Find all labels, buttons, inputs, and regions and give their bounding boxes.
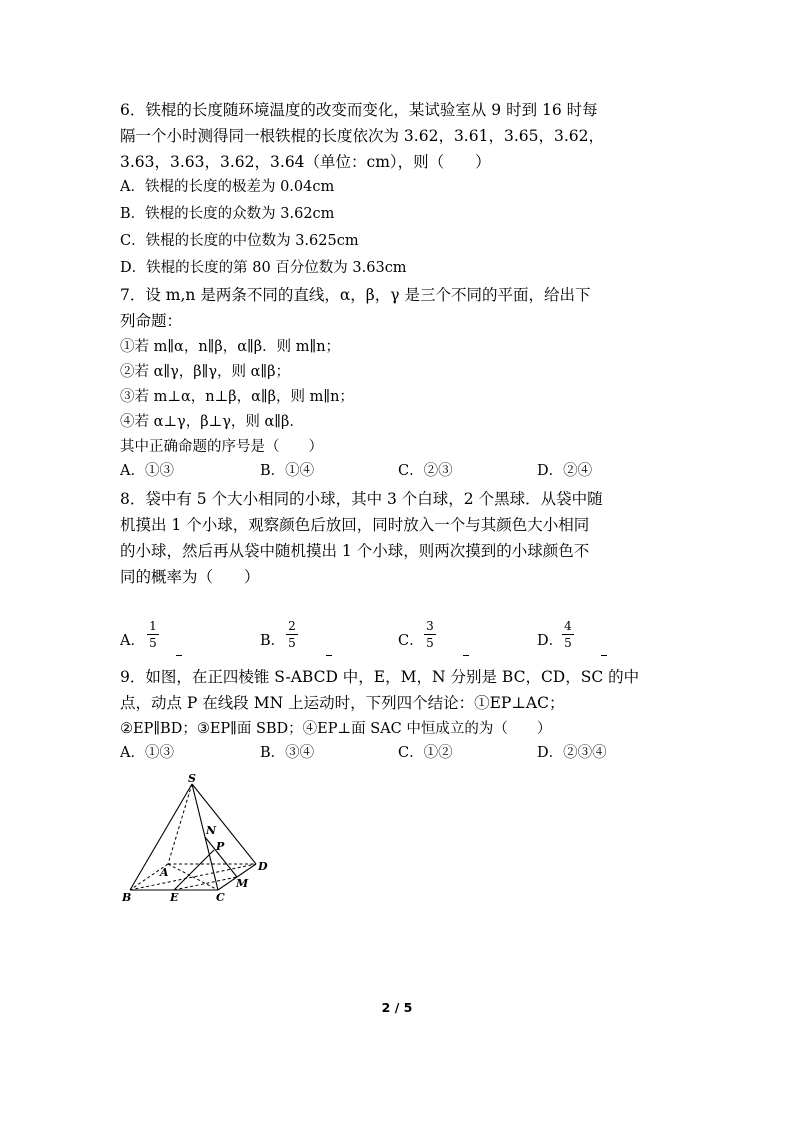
q8-option-a-letter: A． <box>120 633 145 649</box>
label-b: B <box>122 891 132 904</box>
label-n: N <box>206 824 217 837</box>
q8-option-a-fraction <box>147 619 159 650</box>
q8-option-d-denominator: 5 <box>564 636 572 650</box>
q7-option-a: A．①③ <box>120 463 174 479</box>
q8-option-d-letter: D． <box>537 633 564 649</box>
edge-sa <box>168 784 192 864</box>
q7-line-2: 列命题： <box>120 312 183 330</box>
q6-option-d: D．铁棍的长度的第 80 百分位数为 3.63cm <box>120 260 407 276</box>
q6-line-2: 隔一个小时测得同一根铁棍的长度依次为 3.62，3.61，3.65，3.62， <box>120 127 604 145</box>
q7-proposition-3: ③若 m⊥α，n⊥β，α∥β，则 m∥n； <box>120 389 354 405</box>
stray-mark <box>176 655 182 656</box>
q7-proposition-4: ④若 α⊥γ，β⊥γ，则 α∥β． <box>120 414 304 430</box>
q8-option-a-denominator: 5 <box>149 636 157 650</box>
q8-line-3: 的小球，然后再从袋中随机摸出 1 个小球，则两次摸到的小球颜色不 <box>120 542 590 560</box>
q7-proposition-1: ①若 m∥α，n∥β，α∥β．则 m∥n； <box>120 339 341 355</box>
q8-option-c-fraction <box>424 619 436 650</box>
q7-option-c: C．②③ <box>398 463 453 479</box>
label-a: A <box>160 866 169 879</box>
q7-option-d: D．②④ <box>537 463 593 479</box>
q6-option-c: C．铁棍的长度的中位数为 3.625cm <box>120 233 359 249</box>
label-m: M <box>236 877 249 890</box>
stray-mark <box>326 655 332 656</box>
q6-option-b: B．铁棍的长度的众数为 3.62cm <box>120 206 335 222</box>
q8-line-2: 机摸出 1 个小球，观察颜色后放回，同时放入一个与其颜色大小相同 <box>120 516 590 534</box>
q6-line-1: 6．铁棍的长度随环境温度的改变而变化，某试验室从 9 时到 16 时每 <box>120 101 598 119</box>
q8-option-d-numerator: 4 <box>562 619 574 635</box>
label-d: D <box>258 860 268 873</box>
q8-option-b-denominator: 5 <box>288 636 296 650</box>
stray-mark <box>463 655 469 656</box>
q9-option-c: C．①② <box>398 745 453 761</box>
label-e: E <box>170 891 179 904</box>
label-s: S <box>188 772 196 785</box>
q9-option-d: D．②③④ <box>537 745 607 761</box>
q9-line-2: 点，动点 P 在线段 MN 上运动时，下列四个结论：①EP⊥AC； <box>120 694 565 712</box>
pyramid-figure <box>118 770 278 905</box>
label-c: C <box>216 891 225 904</box>
q9-line-1: 9．如图，在正四棱锥 S-ABCD 中，E，M，N 分别是 BC，CD，SC 的中 <box>120 668 640 686</box>
q7-prompt: 其中正确命题的序号是（ ） <box>120 439 323 455</box>
q6-option-a: A．铁棍的长度的极差为 0.04cm <box>120 179 335 195</box>
q8-option-c-denominator: 5 <box>426 636 434 650</box>
q7-option-b: B．①④ <box>260 463 315 479</box>
q7-line-1: 7．设 m,n 是两条不同的直线，α，β，γ 是三个不同的平面，给出下 <box>120 286 591 304</box>
q8-option-c-letter: C． <box>398 633 424 649</box>
stray-mark <box>601 655 607 656</box>
q8-line-4: 同的概率为（ ） <box>120 568 260 586</box>
q8-option-b-fraction <box>286 619 298 650</box>
q8-line-1: 8．袋中有 5 个大小相同的小球，其中 3 个白球，2 个黑球．从袋中随 <box>120 490 603 508</box>
q8-option-d-fraction <box>562 619 574 650</box>
page-number: 2 / 5 <box>381 1000 413 1015</box>
label-p: P <box>216 840 225 853</box>
q9-option-b: B．③④ <box>260 745 315 761</box>
q8-option-a-numerator: 1 <box>147 619 159 635</box>
q9-option-a: A．①③ <box>120 745 174 761</box>
q6-line-3: 3.63，3.63，3.62，3.64（单位：cm），则（ ） <box>120 153 491 171</box>
q8-option-b-numerator: 2 <box>286 619 298 635</box>
q8-option-c-numerator: 3 <box>424 619 436 635</box>
q9-line-3: ②EP∥BD；③EP∥面 SBD；④EP⊥面 SAC 中恒成立的为（ ） <box>120 721 552 737</box>
q7-proposition-2: ②若 α∥γ，β∥γ，则 α∥β； <box>120 364 290 380</box>
q8-option-b-letter: B． <box>260 633 286 649</box>
